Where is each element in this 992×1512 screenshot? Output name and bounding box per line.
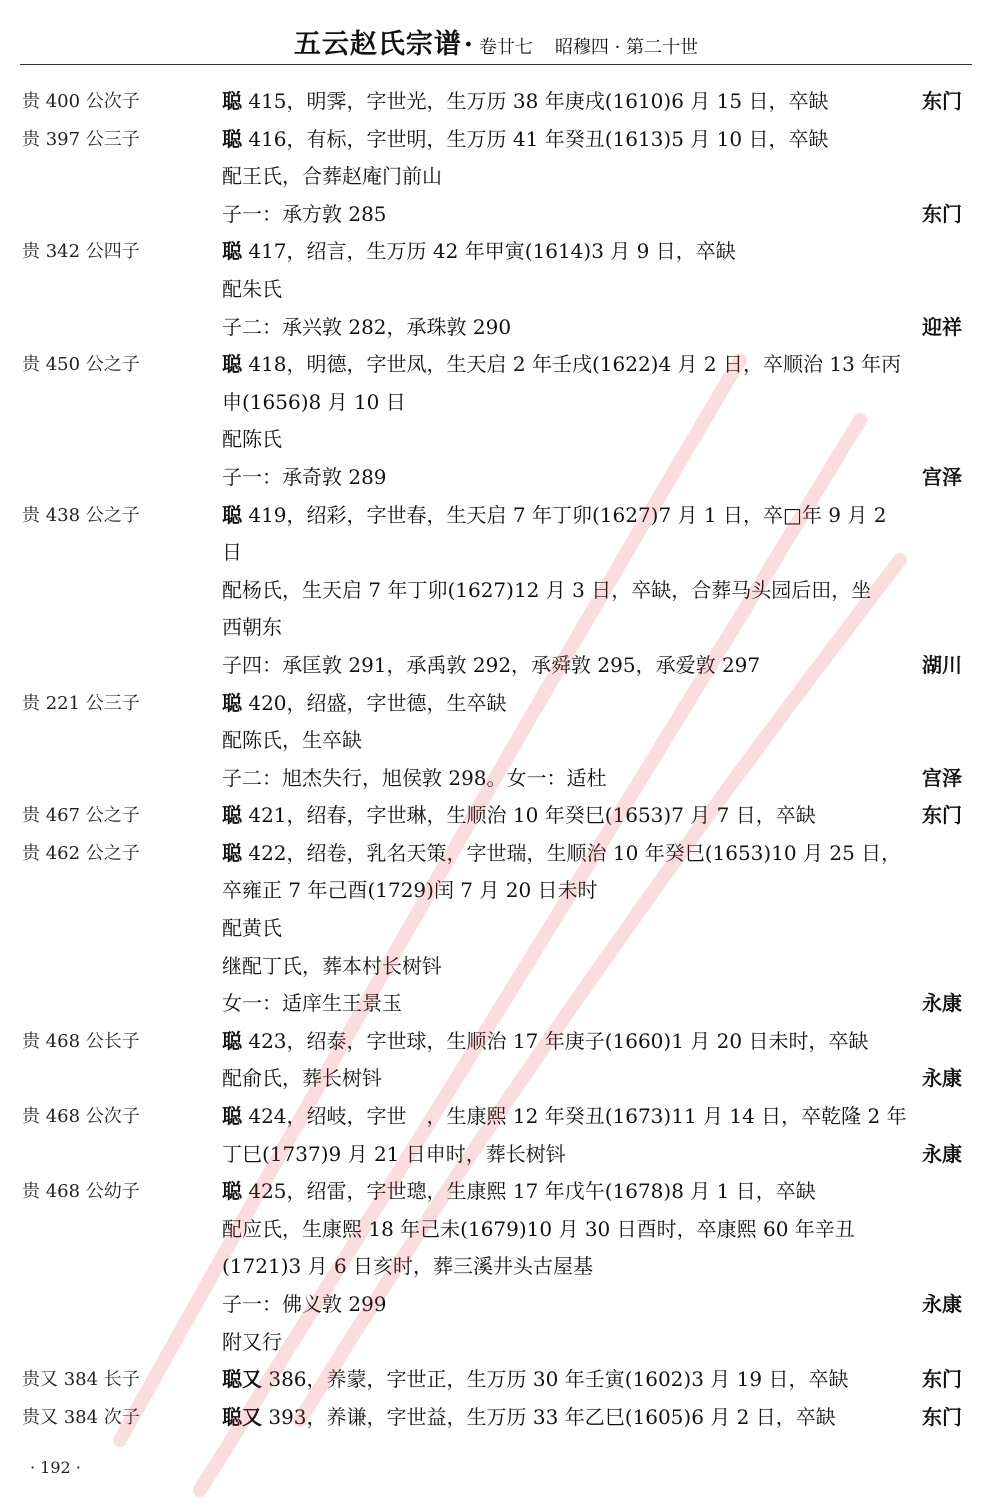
entry-row [0,872,992,910]
entry-row [0,685,992,723]
entry-row [0,1399,992,1437]
parent-label: 贵 468 公次子 [22,1106,140,1128]
page-header [0,22,992,62]
entry-row [0,797,992,835]
entry-text: 聪 416，有标，字世明，生万历 41 年癸丑(1613)5 月 10 日，卒缺 [222,126,829,151]
entry-text: 聪 415，明霁，字世光，生万历 38 年庚戌(1610)6 月 15 日，卒缺 [222,89,829,113]
header-divider [20,64,972,65]
place-label: 东门 [922,1367,962,1392]
place-label: 宫泽 [922,464,962,489]
entry-row [0,910,992,948]
entry-row [0,1286,992,1324]
entry-text: 聪 421，绍春，字世琳，生顺治 10 年癸巳(1653)7 月 7 日，卒缺 [222,803,816,828]
entry-row [0,722,992,760]
place-label: 东门 [922,803,962,828]
entry-text: 配王氏，合葬赵庵门前山 [222,164,442,189]
genealogy-entries [0,83,992,1436]
entry-text: 子一：承方敦 285 [222,201,387,226]
entry-text: 聪 423，绍泰，字世球，生顺治 17 年庚子(1660)1 月 20 日未时，卒缺 [222,1028,869,1053]
book-title: 五云赵氏宗谱 [293,29,462,60]
entry-row [0,985,992,1023]
parent-label: 贵 450 公之子 [22,354,140,376]
entry-text: 配朱氏 [222,276,282,301]
entry-row [0,1211,992,1249]
place-label: 永康 [922,1141,962,1166]
entry-row [0,83,992,121]
parent-label: 贵 397 公三子 [22,128,140,150]
entry-text: 附又行 [222,1329,282,1354]
parent-label: 贵 221 公三子 [22,692,140,714]
place-label: 东门 [922,1404,962,1429]
parent-label: 贵 342 公四子 [22,241,140,263]
entry-text: 聪 422，绍卷，乳名天策，字世瑞，生顺治 10 年癸巳(1653)10 月 25 日， [222,840,902,865]
parent-label: 贵 438 公之子 [22,504,140,526]
place-label: 东门 [922,89,962,113]
entry-text: 聪又 386，养蒙，字世正，生万历 30 年壬寅(1602)3 月 19 日，卒缺 [222,1367,849,1392]
place-label: 东门 [922,201,962,226]
entry-row [0,121,992,159]
entry-text: 继配丁氏，葬本村长树钭 [222,953,442,978]
page-number: · 192 · [30,1458,81,1477]
entry-text: 女一：适庠生王景玉 [222,991,402,1016]
parent-label: 贵又 384 长子 [22,1369,140,1391]
entry-row [0,760,992,798]
entry-row [0,309,992,347]
entry-row [0,1361,992,1399]
entry-row [0,497,992,535]
entry-row [0,459,992,497]
entry-text: 配俞氏，葬长树钭 [222,1066,382,1091]
entry-text: (1721)3 月 6 日亥时，葬三溪井头古屋基 [222,1254,594,1279]
entry-text: 配陈氏 [222,427,282,452]
place-label: 永康 [922,991,962,1016]
entry-row [0,534,992,572]
entry-text: 聪 419，绍彩，字世春，生天启 7 年丁卯(1627)7 月 1 日，卒□年 9 月 2 [222,502,887,527]
entry-text: 子一：佛义敦 299 [222,1292,387,1316]
entry-row [0,572,992,610]
place-label: 永康 [922,1292,962,1316]
entry-row [0,421,992,459]
entry-text: 卒雍正 7 年己酉(1729)闰 7 月 20 日未时 [222,878,598,903]
entry-row [0,647,992,685]
entry-row [0,233,992,271]
entry-row [0,158,992,196]
entry-text: 聪 425，绍雷，字世璁，生康熙 17 年戊午(1678)8 月 1 日，卒缺 [222,1179,816,1204]
entry-text: 日 [222,540,242,565]
place-label: 湖川 [922,652,962,677]
entry-row [0,1136,992,1174]
entry-row [0,948,992,986]
entry-row [0,346,992,384]
parent-label: 贵 468 公长子 [22,1030,140,1052]
entry-row [0,384,992,422]
volume-label: 卷廿七 [478,37,533,58]
entry-text: 子一：承奇敦 289 [222,464,387,489]
entry-row [0,196,992,234]
entry-row [0,1173,992,1211]
entry-text: 配陈氏，生卒缺 [222,728,362,753]
place-label: 永康 [922,1066,962,1091]
entry-text: 配黄氏 [222,916,282,941]
entry-text: 子四：承匡敦 291，承禹敦 292，承舜敦 295，承爱敦 297 [222,652,761,677]
entry-text: 西朝东 [222,615,282,640]
entry-row [0,609,992,647]
entry-row [0,1324,992,1362]
parent-label: 贵 467 公之子 [22,805,140,827]
entry-row [0,1023,992,1061]
title-dot: · [463,30,473,60]
entry-text: 聪 424，绍岐，字世 ，生康熙 12 年癸丑(1673)11 月 14 日，卒乾隆 2 年 [222,1104,907,1129]
entry-text: 子二：旭杰失行，旭侯敦 298。女一：适杜 [222,765,607,790]
place-label: 宫泽 [922,765,962,790]
entry-row [0,835,992,873]
entry-text: 配应氏，生康熙 18 年己未(1679)10 月 30 日酉时，卒康熙 60 年辛丑 [222,1216,855,1241]
entry-text: 聪 418，明德，字世凤，生天启 2 年壬戌(1622)4 月 2 日，卒顺治 13 年丙 [222,352,902,377]
entry-text: 子二：承兴敦 282，承珠敦 290 [222,314,512,339]
entry-text: 申(1656)8 月 10 日 [222,389,406,414]
parent-label: 贵 468 公幼子 [22,1181,140,1203]
entry-row [0,271,992,309]
entry-text: 丁巳(1737)9 月 21 日申时，葬长树钭 [222,1141,566,1166]
entry-text: 聪 420，绍盛，字世德，生卒缺 [222,690,507,715]
parent-label: 贵 400 公次子 [22,91,140,112]
entry-text: 聪又 393，养谦，字世益，生万历 33 年乙巳(1605)6 月 2 日，卒缺 [222,1404,836,1429]
parent-label: 贵又 384 次子 [22,1406,140,1428]
entry-row [0,1248,992,1286]
place-label: 迎祥 [922,314,962,339]
entry-row [0,1060,992,1098]
entry-row [0,1098,992,1136]
entry-text: 配杨氏，生天启 7 年丁卯(1627)12 月 3 日，卒缺，合葬马头园后田，坐 [222,577,872,602]
entry-text: 聪 417，绍言，生万历 42 年甲寅(1614)3 月 9 日，卒缺 [222,239,736,264]
parent-label: 贵 462 公之子 [22,842,140,864]
generation-label: 昭穆四 · 第二十世 [554,37,699,58]
